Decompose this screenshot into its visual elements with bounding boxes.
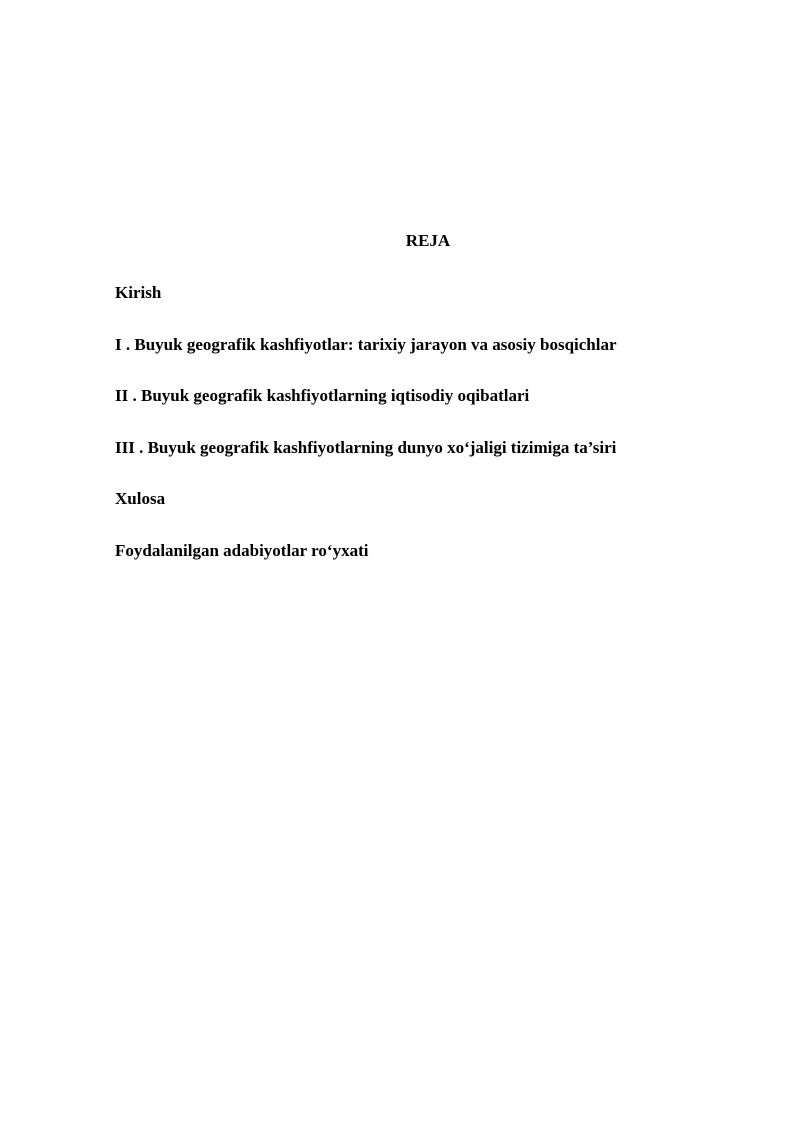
toc-item-chapter-2: II . Buyuk geografik kashfiyotlarning iqtisodiy oqibatlari — [115, 386, 530, 405]
toc-item-references: Foydalanilgan adabiyotlar ro‘yxati — [115, 540, 369, 560]
toc-item-conclusion: Xulosa — [115, 489, 166, 508]
toc-item-chapter-3: III . Buyuk geografik kashfiyotlarning dunyo xo‘jaligi tizimiga ta’siri — [115, 437, 617, 457]
table-of-contents — [115, 283, 755, 592]
toc-item-introduction: Kirish — [115, 283, 162, 302]
toc-item-chapter-1: I . Buyuk geografik kashfiyotlar: tarixiy jarayon va asosiy bosqichlar — [115, 334, 617, 354]
page-title: REJA — [405, 231, 451, 250]
